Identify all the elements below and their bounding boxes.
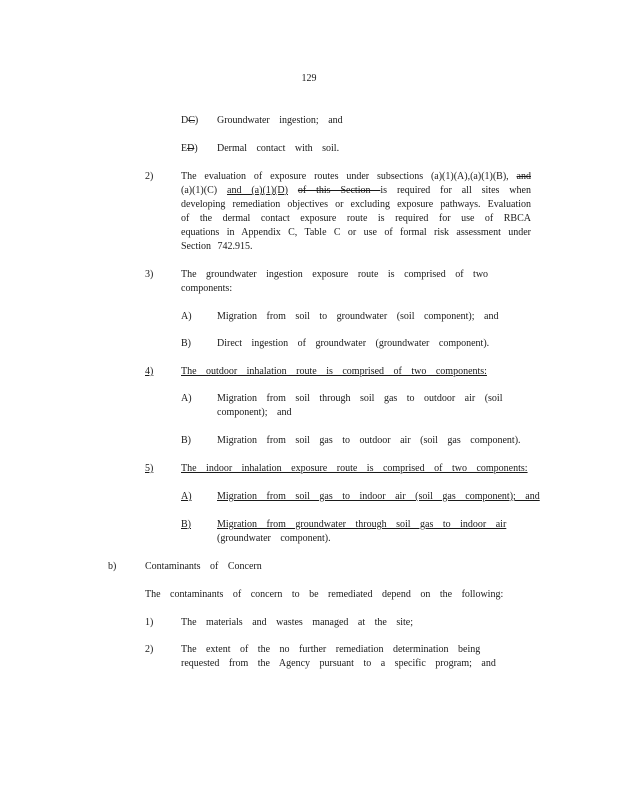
page-number: 129 [301, 73, 317, 84]
item-d-text: Groundwater ingestion; and [217, 115, 343, 126]
item-5b-paragraph [217, 518, 517, 546]
section-b-intro: The contaminants of concern to be remediated depend on the following: [145, 589, 504, 600]
section-b-item-2-label: 2) [145, 644, 154, 655]
inserted-label: E [181, 143, 188, 154]
item-2-text: is required for all sites when developing remediation objectives or excluding exposure pathways. Evaluation of the dermal contact exposure route is required for use of RBCA equations in Appendix C, Table C or use of formal risk assessment under Section 742.915. [181, 185, 531, 252]
section-b-label: b) [108, 561, 117, 572]
struck-label: C [188, 115, 195, 126]
item-2-text: (a)(1)(C) [181, 185, 227, 196]
item-4b-text: Migration from soil gas to outdoor air (soil gas component). [217, 435, 521, 446]
struck-label: D [187, 143, 195, 154]
inserted-text: and (a)(1)(D) [227, 185, 288, 196]
label-paren: ) [194, 115, 199, 126]
section-b-item-1-label: 1) [145, 617, 154, 628]
deleted-text: and [516, 171, 531, 182]
section-b-item-2-text: The extent of the no further remediation determination being requested from the Agency pursuant to a specific program; and [181, 644, 496, 669]
item-2-label: 2) [145, 171, 154, 182]
item-3-text: The groundwater ingestion exposure route is comprised of two components: [181, 269, 489, 294]
item-5-label: 5) [145, 463, 154, 474]
item-3a-label: A) [181, 311, 192, 322]
deleted-text: of this Section [297, 185, 381, 196]
item-4-text: The outdoor inhalation route is comprised of two components: [181, 366, 487, 377]
item-5a-text: Migration from soil gas to indoor air (soil gas component); and [217, 491, 540, 502]
item-5b-label: B) [181, 519, 191, 530]
item-d-label [181, 114, 198, 128]
item-4a-text: Migration from soil through soil gas to outdoor air (soil component); and [217, 393, 503, 418]
item-5b-text: (groundwater component). [217, 533, 331, 544]
label-paren: ) [194, 143, 198, 154]
item-5a-label: A) [181, 491, 192, 502]
item-e-text: Dermal contact with soil. [217, 143, 340, 154]
inserted-text: Migration from groundwater through soil gas to indoor air [217, 519, 507, 530]
item-4b-label: B) [181, 435, 191, 446]
item-5-text: The indoor inhalation exposure route is comprised of two components: [181, 463, 528, 474]
item-2-text: The evaluation of exposure routes under subsections (a)(1)(A),(a)(1)(B), [181, 171, 517, 182]
section-b-heading: Contaminants of Concern [145, 561, 262, 572]
section-b-item-1-text: The materials and wastes managed at the site; [181, 617, 413, 628]
item-2-text [288, 185, 298, 196]
item-3b-text: Direct ingestion of groundwater (groundwater component). [217, 338, 490, 349]
item-2-paragraph [181, 170, 531, 254]
item-3a-text: Migration from soil to groundwater (soil component); and [217, 311, 499, 322]
inserted-label: D [181, 115, 189, 126]
item-3-label: 3) [145, 269, 154, 280]
item-4-label: 4) [145, 366, 154, 377]
item-3b-label: B) [181, 338, 191, 349]
item-4a-label: A) [181, 393, 192, 404]
item-e-label [181, 142, 198, 156]
